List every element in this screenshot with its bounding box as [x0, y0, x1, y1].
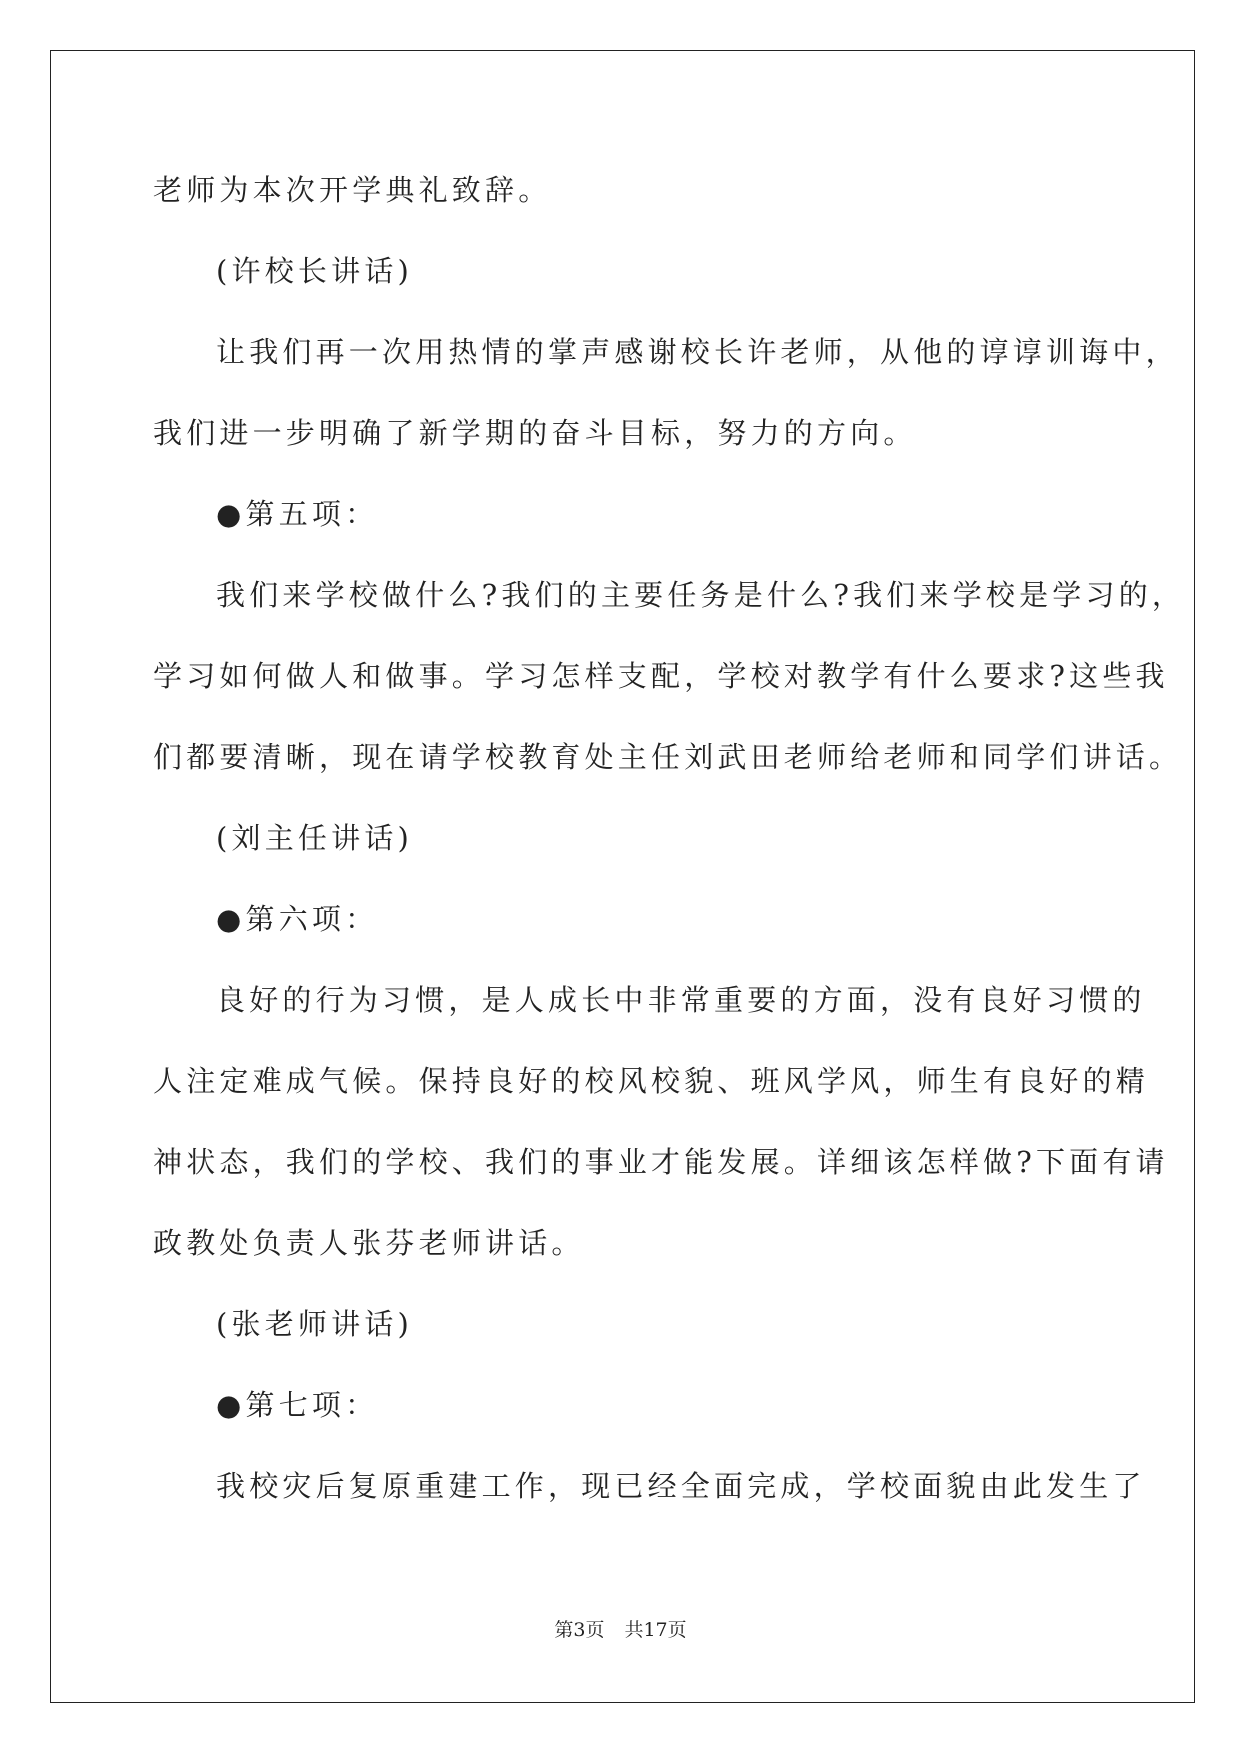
text-line-4: 我们进一步明确了新学期的奋斗目标，努力的方向。 — [153, 416, 917, 450]
text-line-12: 人注定难成气候。保持良好的校风校貌、班风学风，师生有良好的精 — [153, 1064, 1150, 1098]
text-line-13: 神状态，我们的学校、我们的事业才能发展。详细该怎样做?下面有请 — [153, 1145, 1169, 1179]
text-line-11: 良好的行为习惯，是人成长中非常重要的方面，没有良好习惯的 — [216, 983, 1146, 1017]
section-heading-5: ●第五项： — [216, 497, 379, 531]
page-number: 第3页 — [554, 1619, 605, 1641]
page-total: 共17页 — [624, 1619, 687, 1641]
text-line-14: 政教处负责人张芬老师讲话。 — [153, 1226, 585, 1260]
text-line-15: (张老师讲话) — [216, 1307, 414, 1341]
section-heading-6: ●第六项： — [216, 902, 379, 936]
text-line-17: 我校灾后复原重建工作，现已经全面完成，学校面貌由此发生了 — [216, 1469, 1146, 1503]
text-line-2: (许校长讲话) — [216, 254, 414, 288]
text-line-6: 我们来学校做什么?我们的主要任务是什么?我们来学校是学习的， — [216, 578, 1186, 612]
text-line-7: 学习如何做人和做事。学习怎样支配，学校对教学有什么要求?这些我 — [153, 659, 1169, 693]
text-line-9: (刘主任讲话) — [216, 821, 414, 855]
text-line-1: 老师为本次开学典礼致辞。 — [153, 173, 552, 207]
section-heading-7: ●第七项： — [216, 1388, 379, 1422]
page-frame — [50, 50, 1195, 1703]
text-line-8: 们都要清晰，现在请学校教育处主任刘武田老师给老师和同学们讲话。 — [153, 740, 1183, 774]
text-line-3: 让我们再一次用热情的掌声感谢校长许老师，从他的谆谆训诲中， — [216, 335, 1179, 369]
page-footer — [0, 1618, 1241, 1642]
